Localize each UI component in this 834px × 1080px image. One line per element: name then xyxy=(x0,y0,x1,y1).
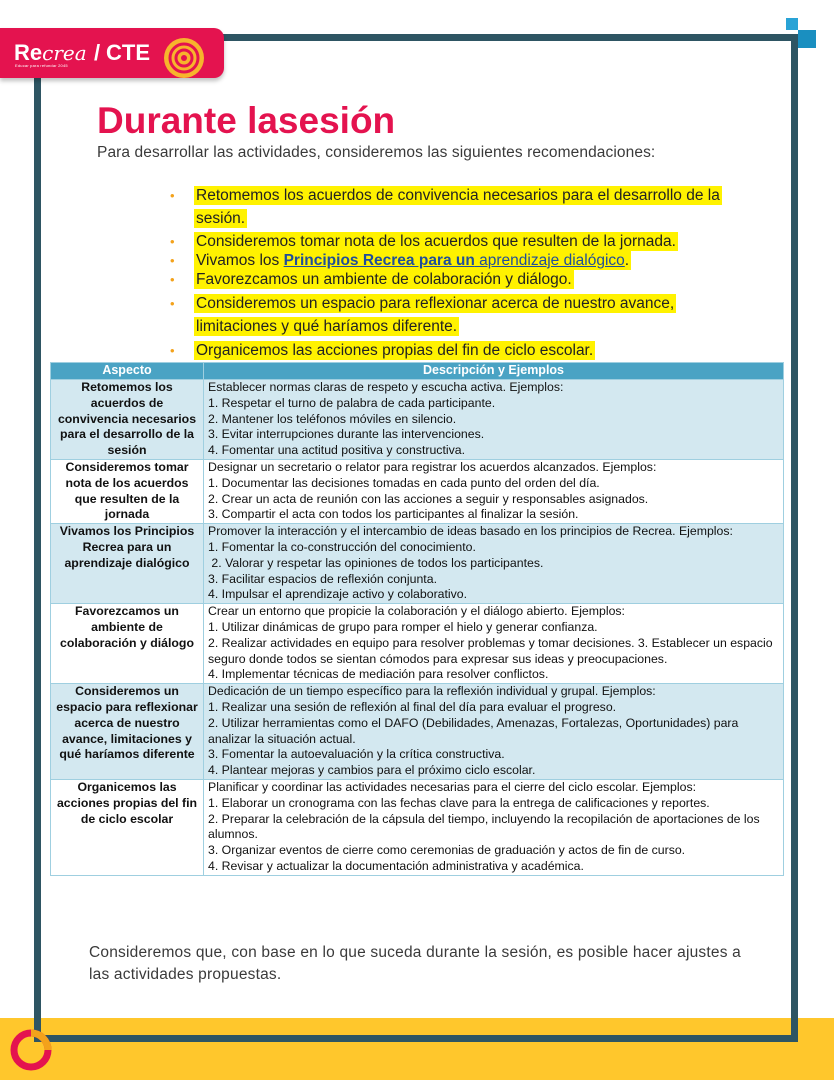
description-cell xyxy=(204,459,784,523)
principios-recrea-link[interactable]: Principios Recrea para un xyxy=(283,252,475,269)
description-line: 2. Utilizar herramientas como el DAFO (Debilidades, Amenazas, Fortalezas, Oportunidades) para analizar la situación actual. xyxy=(208,715,742,746)
description-line: Planificar y coordinar las actividades necesarias para el cierre del ciclo escolar. Ejemplos: xyxy=(208,779,697,794)
list-item xyxy=(170,339,750,362)
aspect-cell: Consideremos un espacio para reflexionar acerca de nuestro avance, limitaciones y qué haríamos diferente xyxy=(51,684,204,780)
recommendation-text: Consideremos tomar nota de los acuerdos que resulten de la jornada. xyxy=(196,233,676,250)
footer-note: Consideremos que, con base en lo que suceda durante la sesión, es posible hacer ajustes a las actividades propuestas. xyxy=(89,944,741,983)
list-item xyxy=(170,184,750,230)
bullet-icon: • xyxy=(170,343,175,358)
corner-accent-icon xyxy=(786,18,816,48)
description-line: 4. Revisar y actualizar la documentación administrativa y académica. xyxy=(208,858,584,873)
list-item xyxy=(170,251,750,270)
aspect-cell: Favorezcamos un ambiente de colaboración y diálogo xyxy=(51,604,204,684)
description-line: Dedicación de un tiempo específico para la reflexión individual y grupal. Ejemplos: xyxy=(208,684,656,699)
page-subtitle: Para desarrollar las actividades, consideremos las siguientes recomendaciones: xyxy=(97,144,656,161)
recommendation-text xyxy=(194,251,631,270)
aspects-table xyxy=(50,362,784,876)
table-row xyxy=(51,604,784,684)
recommendation-text: Favorezcamos un ambiente de colaboración y diálogo. xyxy=(196,271,572,288)
aspect-cell: Vivamos los Principios Recrea para un aprendizaje dialógico xyxy=(51,524,204,604)
description-line: 1. Respetar el turno de palabra de cada participante. xyxy=(208,395,496,410)
header-descripcion: Descripción y Ejemplos xyxy=(204,363,784,380)
logo-tagline: Educar para refundar 2045 xyxy=(15,63,68,68)
description-line: Promover la interacción y el intercambio de ideas basado en los principios de Recrea. Ejemplos: xyxy=(208,524,733,539)
description-line: Crear un entorno que propicie la colaboración y el diálogo abierto. Ejemplos: xyxy=(208,604,625,619)
aprendizaje-dialogico-link[interactable]: aprendizaje dialógico xyxy=(474,252,625,269)
description-line: 2. Valorar y respetar las opiniones de todos los participantes. xyxy=(208,555,544,570)
page-title: Durante lasesión xyxy=(97,100,396,141)
description-cell xyxy=(204,684,784,780)
description-cell xyxy=(204,779,784,875)
recommendation-text: Organicemos las acciones propias del fin de ciclo escolar. xyxy=(196,342,594,359)
logo-re: Re xyxy=(14,40,43,65)
header-aspecto: Aspecto xyxy=(51,363,204,380)
description-line: 3. Fomentar la autoevaluación y la crítica constructiva. xyxy=(208,747,505,762)
description-line: 1. Documentar las decisiones tomadas en cada punto del orden del día. xyxy=(208,475,600,490)
description-line: 1. Utilizar dinámicas de grupo para romper el hielo y generar confianza. xyxy=(208,619,598,634)
bullet-icon: • xyxy=(170,234,175,249)
list-item xyxy=(170,232,750,251)
description-line: Designar un secretario o relator para registrar los acuerdos alcanzados. Ejemplos: xyxy=(208,459,657,474)
description-line: 2. Crear un acta de reunión con las acciones a seguir y responsables asignados. xyxy=(208,491,649,506)
description-line: 2. Realizar actividades en equipo para resolver problemas y tomar decisiones. 3. Establecer un espacio seguro donde todos se sientan cómodos para expresar sus ideas y preocupaciones. xyxy=(208,635,777,666)
bullet-icon: • xyxy=(170,272,175,287)
logo-separator: / xyxy=(94,40,101,65)
table-row xyxy=(51,380,784,460)
description-line: 3. Organizar eventos de cierre como ceremonias de graduación y actos de fin de curso. xyxy=(208,843,686,858)
description-line: 1. Elaborar un cronograma con las fechas clave para la entrega de calificaciones y reportes. xyxy=(208,795,710,810)
spiral-logo-icon xyxy=(162,36,206,80)
description-cell xyxy=(204,524,784,604)
bottom-ring-icon xyxy=(8,1027,54,1073)
recommendation-text: Consideremos un espacio para reflexionar acerca de nuestro avance, limitaciones y qué haríamos diferente. xyxy=(196,295,675,335)
recommendation-text: Retomemos los acuerdos de convivencia necesarios para el desarrollo de la sesión. xyxy=(196,187,720,227)
description-line: 3. Compartir el acta con todos los participantes al finalizar la sesión. xyxy=(208,507,579,522)
table-row xyxy=(51,684,784,780)
description-line: 4. Plantear mejoras y cambios para el próximo ciclo escolar. xyxy=(208,763,536,778)
description-line: 1. Realizar una sesión de reflexión al final del día para evaluar el progreso. xyxy=(208,699,617,714)
recommendation-prefix: Vivamos los xyxy=(196,252,284,269)
bullet-icon: • xyxy=(170,253,175,268)
description-line: 2. Preparar la celebración de la cápsula del tiempo, incluyendo la recopilación de aportaciones de los alumnos. xyxy=(208,811,764,842)
description-line: 4. Impulsar el aprendizaje activo y colaborativo. xyxy=(208,587,468,602)
list-item xyxy=(170,270,750,289)
description-line: 4. Implementar técnicas de mediación para resolver conflictos. xyxy=(208,667,549,682)
description-line: 3. Evitar interrupciones durante las intervenciones. xyxy=(208,427,485,442)
description-line: 4. Fomentar una actitud positiva y constructiva. xyxy=(208,443,465,458)
aspect-cell: Consideremos tomar nota de los acuerdos que resulten de la jornada xyxy=(51,459,204,523)
aspect-cell: Organicemos las acciones propias del fin de ciclo escolar xyxy=(51,779,204,875)
recommendation-suffix: . xyxy=(624,252,630,269)
bullet-icon: • xyxy=(170,188,175,203)
description-line: 3. Facilitar espacios de reflexión conjunta. xyxy=(208,571,437,586)
table-row xyxy=(51,459,784,523)
description-cell xyxy=(204,604,784,684)
description-line: 2. Mantener los teléfonos móviles en silencio. xyxy=(208,411,457,426)
table-header-row xyxy=(51,363,784,380)
table-row xyxy=(51,779,784,875)
aspect-cell: Retomemos los acuerdos de convivencia necesarios para el desarrollo de la sesión xyxy=(51,380,204,460)
recommendations-list xyxy=(170,184,750,362)
cte-logo: CTE xyxy=(106,40,150,65)
description-line: 1. Fomentar la co-construcción del conocimiento. xyxy=(208,539,476,554)
description-line: Establecer normas claras de respeto y escucha activa. Ejemplos: xyxy=(208,380,564,394)
table-row xyxy=(51,524,784,604)
logo-crea: crea xyxy=(42,41,87,65)
bullet-icon: • xyxy=(170,296,175,311)
description-cell xyxy=(204,380,784,460)
list-item xyxy=(170,292,750,338)
